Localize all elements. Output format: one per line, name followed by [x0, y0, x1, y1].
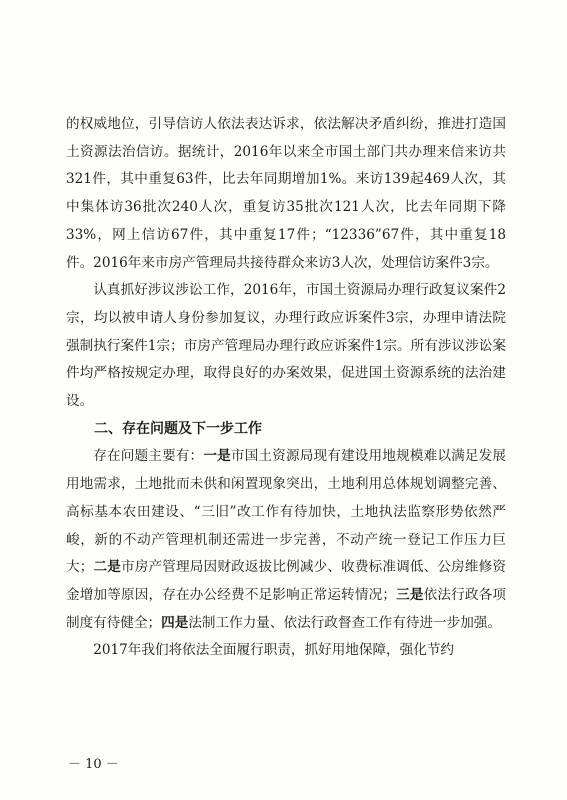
problem-one-label: 一是 — [203, 448, 231, 465]
problems-intro: 存在问题主要有： — [93, 448, 204, 465]
problem-four-text: 法制工作力量、依法行政督查工作有待进一步加强。 — [188, 614, 501, 631]
problem-two-label: 二是 — [93, 559, 122, 576]
problem-one-text: 市国土资源局现有建设用地规模难以满足发展用地需求，土地批而未供和闲置现象突出，土地利用总体规划调整完善、高标基本农田建设、“三旧”改工作有待加快，土地执法监察形势依然严峻，新的不动产管理机制还需进一步完善，不动产统一登记工作压力巨大； — [66, 448, 507, 576]
paragraph-litigation-work: 认真抓好涉议涉讼工作，2016年，市国土资源局办理行政复议案件2宗，均以被申请人身份参加复议，办理行政应诉案件3宗，办理申请法院强制执行案件1宗；市房产管理局办理行政应诉案件1宗。所有涉议涉讼案件均严格按规定办理，取得良好的办案效果，促进国土资源系统的法治建设。 — [66, 282, 506, 410]
paragraph-2017-plan: 2017年我们将依法全面履行职责，抓好用地保障，强化节约 — [93, 642, 455, 659]
section-heading: 二、存在问题及下一步工作 — [94, 420, 262, 437]
problem-three-label: 三是 — [395, 586, 424, 603]
document-body — [66, 111, 506, 665]
problem-two-text: 市房产管理局因财政返拔比例减少、收费标准调低、公房维修资金增加等原因，存在办公经费不足影响正常运转情况； — [66, 559, 507, 603]
paragraph-existing-problems — [66, 443, 506, 637]
problem-three-text: 依法行政各项制度有待健全； — [66, 586, 507, 631]
page-number: － 10 － — [68, 757, 119, 772]
problem-four-label: 四是 — [161, 614, 189, 631]
paragraph-petition-statistics: 的权威地位，引导信访人依法表达诉求，依法解决矛盾纠纷，推进打造国土资源法治信访。据统计，2016年以来全市国土部门共办理来信来访共321件，其中重复63件，比去年同期增加1%。来访139起469人次，其中集体访36批次240人次，重复访35批次121人次，比去年同期下降33%，网上信访67件，其中重复17件；“12336”67件，其中重复18件。2016年来市房产管理局共接待群众来访3人次，处理信访案件3宗。 — [66, 116, 506, 271]
